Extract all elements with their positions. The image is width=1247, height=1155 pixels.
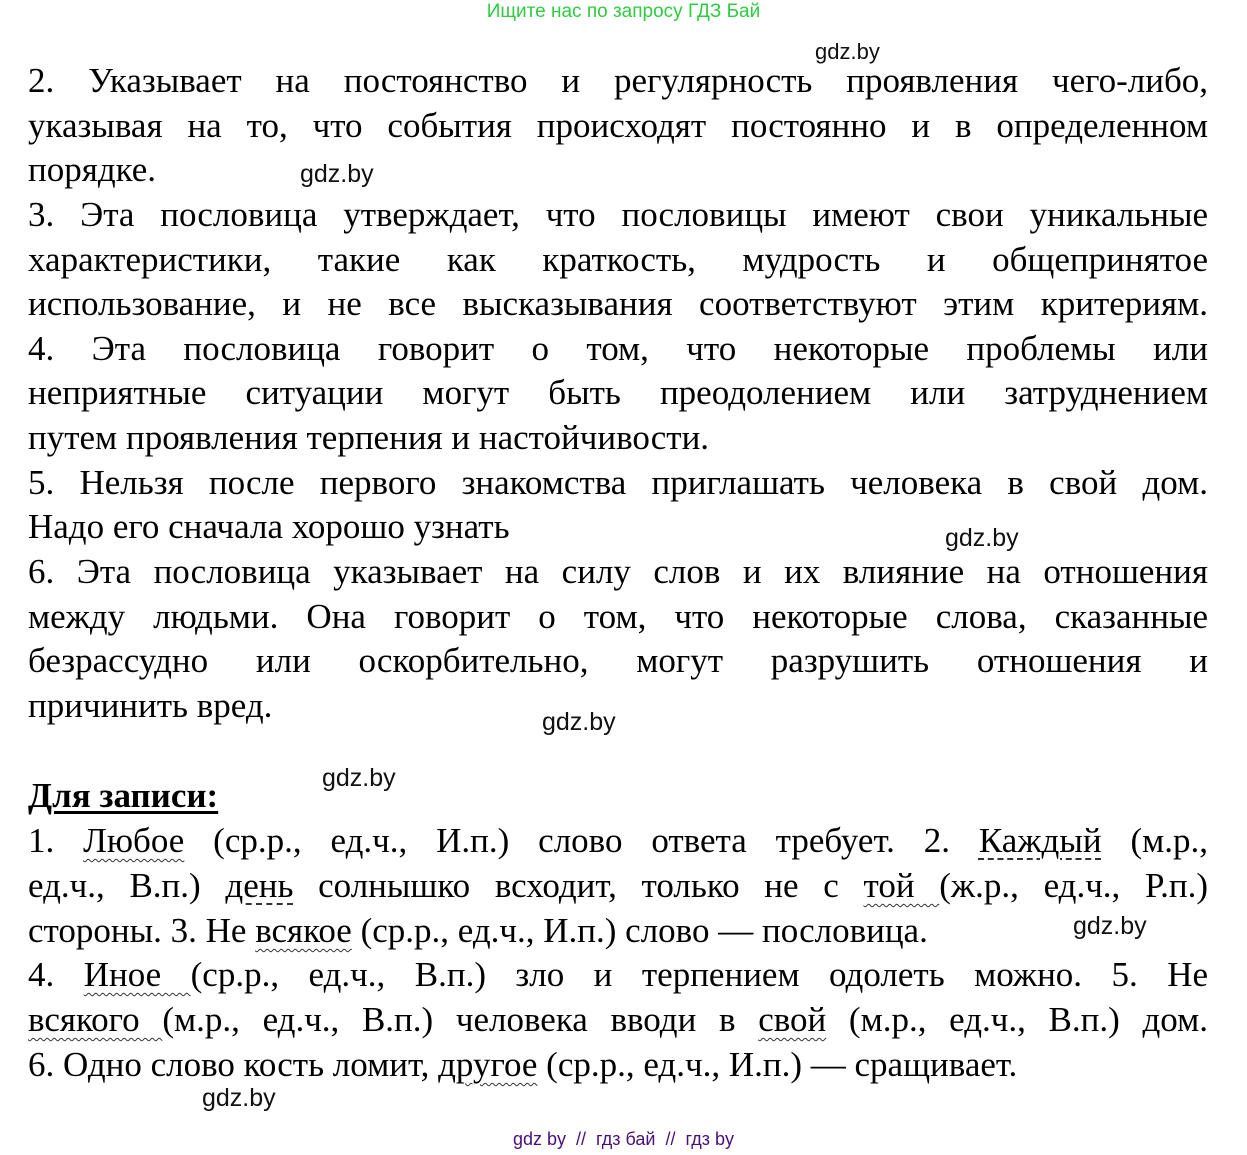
answer-2-line-1: 2. Указывает на постоянство и регулярность проявления чего-либо, — [28, 61, 1208, 100]
watermark: gdz.by — [1073, 912, 1147, 940]
record-text: (ср.р., ед.ч., В.п.) зло и терпением одолеть можно. 5. Не — [190, 955, 1209, 994]
record-line-1 — [28, 821, 1208, 861]
record-text: (ж.р., ед.ч., Р.п.) — [939, 866, 1208, 905]
record-text: стороны. 3. Не — [28, 911, 256, 950]
record-word-kazhdyi: Каждый — [978, 821, 1102, 860]
answer-6-line-4: причинить вред. — [28, 686, 273, 725]
watermark: gdz.by — [322, 764, 396, 792]
watermark: gdz.by — [202, 1084, 276, 1112]
answer-2-line-2: указывая на то, что события происходят постоянно и в определенном — [28, 106, 1208, 145]
record-text: (м.р., ед.ч., В.п.) дом. — [826, 1000, 1208, 1039]
watermark: gdz.by — [300, 160, 374, 188]
answer-5-line-2: Надо его сначала хорошо узнать — [28, 507, 510, 546]
answer-6-line-1: 6. Эта пословица указывает на силу слов и их влияние на отношения — [28, 552, 1208, 591]
record-heading: Для записи: — [28, 776, 219, 815]
record-heading-line — [28, 776, 1208, 816]
record-text: (м.р., — [1101, 821, 1208, 860]
record-word-inoe: Иное — [83, 955, 191, 994]
answer-3-line-1: 3. Эта пословица утверждает, что пословицы имеют свои уникальные — [28, 195, 1208, 234]
answer-3-line-3: использование, и не все высказывания соответствуют этим критериям. — [28, 284, 1208, 323]
record-text: ед.ч., В.п.) — [28, 866, 226, 905]
record-line-5 — [28, 1000, 1208, 1040]
answer-4-line-1: 4. Эта пословица говорит о том, что некоторые проблемы или — [28, 329, 1208, 368]
record-word-den: день — [225, 866, 294, 905]
watermark: gdz.by — [815, 39, 880, 64]
record-line-6 — [28, 1045, 1208, 1085]
answer-6-line-3: безрассудно или оскорбительно, могут разрушить отношения и — [28, 641, 1208, 680]
record-word-vsyakoe: всякое — [255, 911, 352, 950]
record-word-svoi: свой — [758, 1000, 827, 1039]
answer-5-line-1: 5. Нельзя после первого знакомства приглашать человека в свой дом. — [28, 463, 1208, 502]
record-line-2 — [28, 866, 1208, 906]
record-word-vsyakogo: всякого — [28, 1000, 163, 1039]
record-text: (ср.р., ед.ч., И.п.) слово — пословица. — [351, 911, 928, 950]
record-word-drugoe: другое — [438, 1045, 538, 1084]
record-text: (ср.р., ед.ч., И.п.) слово ответа требует. 2. — [184, 821, 979, 860]
record-text: 4. — [28, 955, 84, 994]
watermark: gdz.by — [945, 524, 1019, 552]
answer-2-line-3: порядке. — [28, 150, 157, 189]
record-text: (м.р., ед.ч., В.п.) человека вводи в — [162, 1000, 759, 1039]
record-line-4 — [28, 955, 1208, 995]
watermark: gdz.by — [542, 708, 616, 736]
search-banner: Ищите нас по запросу ГДЗ Бай — [486, 1, 761, 22]
record-text: 1. — [28, 821, 84, 860]
record-word-toi: той — [863, 866, 940, 905]
answer-4-line-3: путем проявления терпения и настойчивости. — [28, 418, 710, 457]
footer-links[interactable]: gdz by // гдз бай // гдз by — [512, 1129, 735, 1149]
answer-6-line-2: между людьми. Она говорит о том, что некоторые слова, сказанные — [28, 597, 1208, 636]
record-text: солнышко всходит, только не с — [293, 866, 864, 905]
answer-3-line-2: характеристики, такие как краткость, мудрость и общепринятое — [28, 240, 1208, 279]
record-line-3 — [28, 911, 1208, 951]
answer-4-line-2: неприятные ситуации могут быть преодолением или затруднением — [28, 373, 1208, 412]
record-text: 6. Одно слово кость ломит, — [28, 1045, 439, 1084]
record-word-lyuboe: Любое — [83, 821, 185, 860]
record-text: (ср.р., ед.ч., И.п.) — сращивает. — [537, 1045, 1018, 1084]
